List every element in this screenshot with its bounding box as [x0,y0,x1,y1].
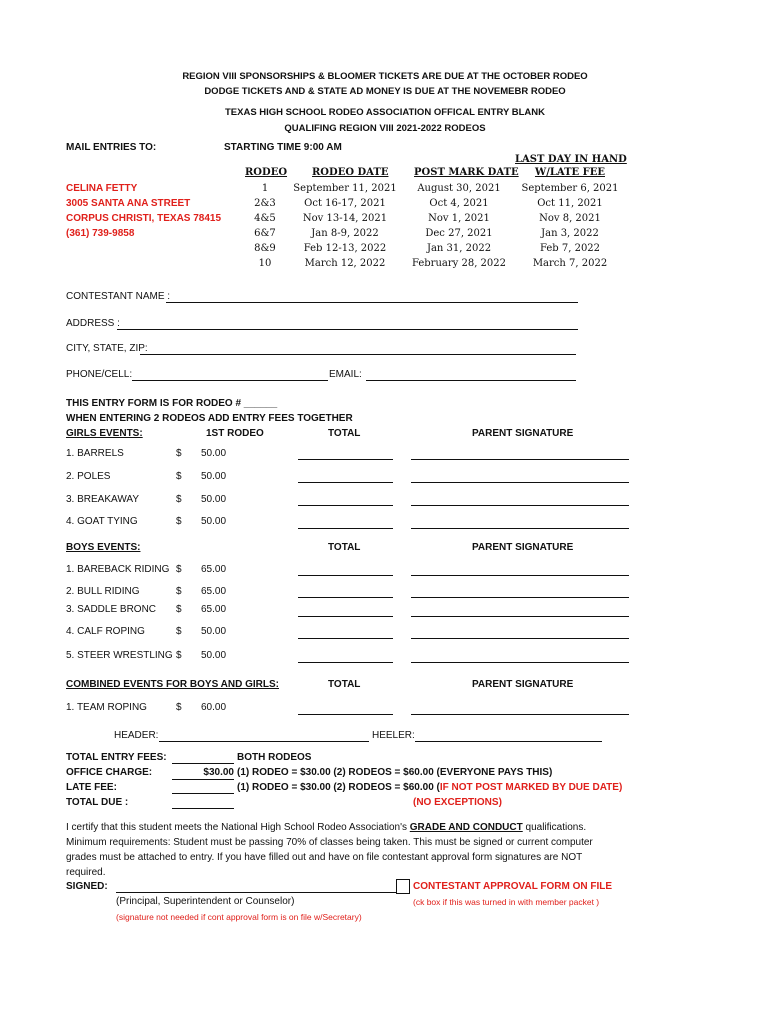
postmark-date: Oct 4, 2021 [429,198,489,209]
header-line-2: DODGE TICKETS AND & STATE AD MONEY IS DUE AT THE NOVEMEBR RODEO [204,86,566,97]
mail-address-line: CELINA FETTY [66,183,138,194]
postmark-date: Dec 27, 2021 [425,228,493,239]
email-label: EMAIL: [329,369,362,380]
rodeo-number: 10 [258,258,272,269]
dollar-sign: $ [176,626,182,637]
lastday-date: September 6, 2021 [521,183,619,194]
certify-text-end: qualifications. [522,822,587,833]
rodeo-date-column [290,181,400,271]
lastday-date: Jan 3, 2022 [541,228,599,239]
approval-form-label: CONTESTANT APPROVAL FORM ON FILE [413,881,613,892]
email-field[interactable] [366,380,576,381]
rodeo-date: Nov 13-14, 2021 [302,213,388,224]
address-field[interactable] [117,329,578,330]
mail-address-line: 3005 SANTA ANA STREET [66,198,191,209]
dollar-sign: $ [176,471,182,482]
certify-line-1 [66,822,586,833]
col-rodeo-header: RODEO [245,167,288,178]
total-field[interactable] [298,638,393,639]
signature-field[interactable] [411,662,629,663]
total-field[interactable] [298,662,393,663]
dollar-sign: $ [176,604,182,615]
two-rodeos-note: WHEN ENTERING 2 RODEOS ADD ENTRY FEES TOGETHER [66,413,353,424]
boys-events-heading: BOYS EVENTS: [66,542,141,553]
col-postmark-header: POST MARK DATE [414,167,519,178]
mail-entries-label: MAIL ENTRIES TO: [66,142,157,153]
event-name: 4. CALF ROPING [66,626,145,637]
postmark-date: February 28, 2022 [411,258,507,269]
starting-time: STARTING TIME 9:00 AM [224,142,342,153]
event-fee: 50.00 [201,626,227,637]
combined-total-header: TOTAL [328,679,361,690]
event-name: 3. BREAKAWAY [66,494,139,505]
total-field[interactable] [298,459,393,460]
heeler-field[interactable] [415,741,602,742]
lastday-column [515,181,625,271]
total-field[interactable] [298,616,393,617]
header-line-1: REGION VIII SPONSORSHIPS & BLOOMER TICKETS ARE DUE AT THE OCTOBER RODEO [182,71,588,82]
event-fee: 60.00 [201,702,227,713]
city-state-zip-field[interactable] [140,354,576,355]
total-field[interactable] [298,714,393,715]
postmark-date: Jan 31, 2022 [426,243,492,254]
contestant-name-label: CONTESTANT NAME : [66,291,171,302]
event-fee: 50.00 [201,494,227,505]
rodeo-date: Feb 12-13, 2022 [303,243,387,254]
certify-line-3: grades must be attached to entry. If you have filled out and have on file contestant approval form signatures are NOT [66,852,583,863]
event-fee: 65.00 [201,586,227,597]
signature-field[interactable] [411,482,629,483]
total-due-label: TOTAL DUE : [66,797,129,808]
mail-address-line: (361) 739-9858 [66,228,135,239]
certify-line-4: required. [66,867,106,878]
contestant-name-field[interactable] [166,302,578,303]
postmark-date-column [404,181,514,271]
header-field[interactable] [159,741,369,742]
total-field[interactable] [298,575,393,576]
no-exceptions: (NO EXCEPTIONS) [413,797,502,808]
event-fee: 50.00 [201,650,227,661]
approval-form-checkbox[interactable] [396,879,410,894]
rodeo-date: Jan 8-9, 2022 [311,228,379,239]
total-field[interactable] [298,505,393,506]
combined-signature-header: PARENT SIGNATURE [472,679,574,690]
event-name: 1. TEAM ROPING [66,702,147,713]
lastday-date: Feb 7, 2022 [539,243,601,254]
dollar-sign: $ [176,494,182,505]
total-field[interactable] [298,528,393,529]
signature-field[interactable] [411,714,629,715]
dollar-sign: $ [176,702,182,713]
total-entry-fees-label: TOTAL ENTRY FEES: [66,752,167,763]
phone-label: PHONE/CELL: [66,369,133,380]
event-name: 1. BARRELS [66,448,124,459]
principal-signature-field[interactable] [116,892,397,893]
lastday-header-line: LAST DAY IN HAND [515,154,627,165]
mail-address-line: CORPUS CHRISTI, TEXAS 78415 [66,213,222,224]
phone-field[interactable] [132,380,328,381]
postmark-date: Nov 1, 2021 [428,213,490,224]
rodeo-number-entry: THIS ENTRY FORM IS FOR RODEO # ______ [66,398,278,409]
event-name: 3. SADDLE BRONC [66,604,157,615]
lastday-date: Nov 8, 2021 [539,213,601,224]
late-fee-field[interactable] [172,793,234,794]
signature-field[interactable] [411,638,629,639]
event-name: 2. POLES [66,471,111,482]
event-fee: 65.00 [201,604,227,615]
first-rodeo-header: 1ST RODEO [206,428,264,439]
signed-label: SIGNED: [66,881,108,892]
boys-signature-header: PARENT SIGNATURE [472,542,574,553]
event-name: 2. BULL RIDING [66,586,140,597]
dollar-sign: $ [176,586,182,597]
header-line-3: TEXAS HIGH SCHOOL RODEO ASSOCIATION OFFICAL ENTRY BLANK [224,107,546,118]
event-fee: 50.00 [201,471,227,482]
approval-note: (ck box if this was turned in with member packet ) [413,897,600,907]
office-charge-value: $30.00 [172,767,234,780]
grade-conduct: GRADE AND CONDUCT [409,822,523,833]
rodeo-number-column [240,181,290,271]
total-due-field[interactable] [172,808,234,809]
total-entry-fees-field[interactable] [172,763,234,764]
rodeo-number: 4&5 [254,213,276,224]
event-name: 4. GOAT TYING [66,516,138,527]
event-fee: 50.00 [201,516,227,527]
header-label: HEADER: [114,730,159,741]
lastday-date: March 7, 2022 [532,258,608,269]
signature-field[interactable] [411,575,629,576]
event-name: 5. STEER WRESTLING [66,650,173,661]
certify-line-2: Minimum requirements: Student must be passing 70% of classes being taken. This must be signed or current computer [66,837,593,848]
event-name: 1. BAREBACK RIDING [66,564,170,575]
rodeo-date: March 12, 2022 [304,258,386,269]
heeler-label: HEELER: [372,730,415,741]
dollar-sign: $ [176,448,182,459]
rodeo-number: 6&7 [254,228,276,239]
late-fee-label: LATE FEE: [66,782,117,793]
girls-signature-header: PARENT SIGNATURE [472,428,574,439]
rodeo-number: 8&9 [254,243,276,254]
mail-address [66,181,221,241]
dollar-sign: $ [176,564,182,575]
total-field[interactable] [298,597,393,598]
girls-events-heading: GIRLS EVENTS: [66,428,143,439]
signature-field[interactable] [411,528,629,529]
header-line-4: QUALIFING REGION VIII 2021-2022 RODEOS [284,123,486,134]
dollar-sign: $ [176,650,182,661]
signature-field[interactable] [411,505,629,506]
lastday-header-line: W/LATE FEE [534,167,605,178]
signature-field[interactable] [411,459,629,460]
combined-events-heading: COMBINED EVENTS FOR BOYS AND GIRLS: [66,679,279,690]
event-fee: 65.00 [201,564,227,575]
col-date-header: RODEO DATE [312,167,389,178]
postmark-date: August 30, 2021 [417,183,501,194]
rodeo-number: 2&3 [254,198,276,209]
girls-total-header: TOTAL [328,428,361,439]
signature-field[interactable] [411,597,629,598]
address-label: ADDRESS : [66,318,120,329]
rodeo-number: 1 [261,183,269,194]
certify-text: I certify that this student meets the National High School Rodeo Association's [66,822,410,833]
total-field[interactable] [298,482,393,483]
rodeo-date: Oct 16-17, 2021 [304,198,386,209]
office-charge-label: OFFICE CHARGE: [66,767,153,778]
late-fee-note [237,782,622,793]
boys-total-header: TOTAL [328,542,361,553]
signature-field[interactable] [411,616,629,617]
principal-label: (Principal, Superintendent or Counselor) [116,896,295,907]
city-state-zip-label: CITY, STATE, ZIP: [66,343,148,354]
event-fee: 50.00 [201,448,227,459]
lastday-date: Oct 11, 2021 [537,198,603,209]
late-fee-note-red: IF NOT POST MARKED BY DUE DATE) [439,782,623,793]
col-lastday-header [515,153,625,179]
office-charge-note: (1) RODEO = $30.00 (2) RODEOS = $60.00 (EVERYONE PAYS THIS) [237,767,553,778]
signature-note: (signature not needed if cont approval form is on file w/Secretary) [116,912,362,922]
both-rodeos-label: BOTH RODEOS [237,752,312,763]
late-fee-note-black: (1) RODEO = $30.00 (2) RODEOS = $60.00 ( [237,782,440,793]
rodeo-date: September 11, 2021 [293,183,397,194]
dollar-sign: $ [176,516,182,527]
